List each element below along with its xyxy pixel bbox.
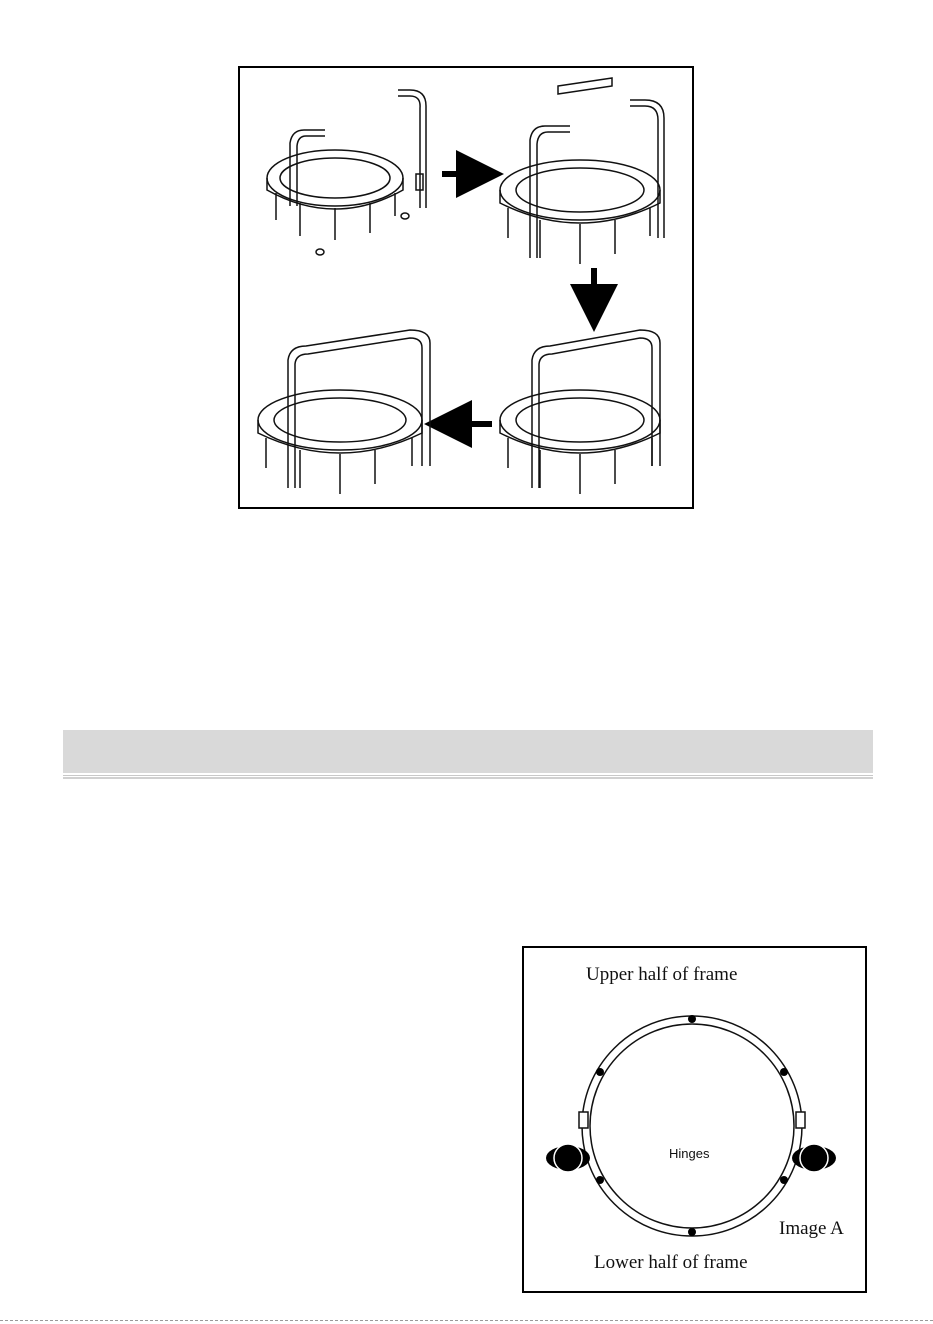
hinge-left-icon [546,1144,590,1172]
step-1-trampoline [267,90,426,255]
assembly-illustration [240,68,692,507]
hinge-right-icon [792,1144,836,1172]
section-heading-bar [63,730,873,773]
frame-diagram-figure [522,946,867,1293]
step-3-trampoline [500,330,660,494]
label-hinges: Hinges [669,1146,710,1161]
label-upper-half: Upper half of frame [586,964,738,985]
step-2-trampoline [500,78,664,264]
assembly-steps-figure [238,66,694,509]
section-divider [63,775,873,779]
step-4-trampoline [258,330,430,494]
label-image-a: Image A [779,1218,844,1239]
label-lower-half: Lower half of frame [594,1252,748,1273]
page-bottom-divider [0,1320,933,1321]
